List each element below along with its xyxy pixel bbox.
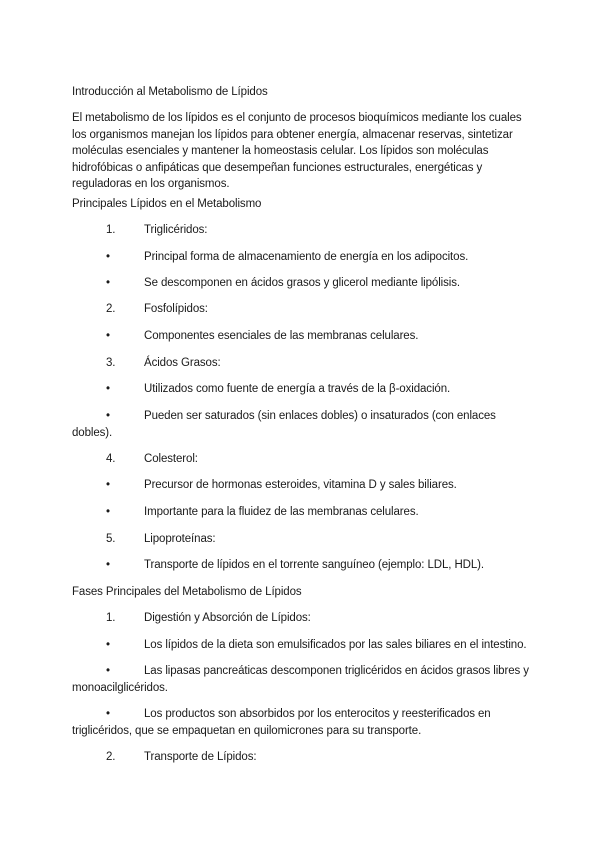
bullet-marker: •	[106, 665, 110, 677]
bullet-marker: •	[106, 277, 110, 289]
list-marker: 1.	[106, 612, 116, 624]
list-item	[72, 249, 532, 266]
list-item-text: Utilizados como fuente de energía a través de la β-oxidación.	[144, 383, 451, 395]
bullet-marker: •	[106, 330, 110, 342]
list-item	[72, 531, 532, 548]
document-title: Introducción al Metabolismo de Lípidos	[72, 86, 268, 98]
list-item-text: Componentes esenciales de las membranas celulares.	[144, 330, 419, 342]
list-item	[72, 451, 532, 468]
list-item	[72, 301, 532, 318]
list-item-text: Triglicéridos:	[144, 224, 208, 236]
list-item-text: Importante para la fluidez de las membranas celulares.	[144, 506, 419, 518]
section-heading-fases-principales: Fases Principales del Metabolismo de Lípidos	[72, 586, 302, 598]
bullet-marker: •	[106, 708, 110, 720]
bullet-marker: •	[106, 506, 110, 518]
list-marker: 3.	[106, 357, 116, 369]
list-item	[72, 328, 532, 345]
list-item	[72, 637, 532, 654]
list-item-text: Transporte de lípidos en el torrente sanguíneo (ejemplo: LDL, HDL).	[144, 559, 484, 571]
section-heading-principales-lipidos: Principales Lípidos en el Metabolismo	[72, 198, 262, 210]
list-item-text: Pueden ser saturados (sin enlaces dobles) o insaturados (con enlaces dobles).	[72, 410, 496, 439]
list-marker: 4.	[106, 453, 116, 465]
list-item-text: Digestión y Absorción de Lípidos:	[144, 612, 311, 624]
list-item-text: Fosfolípidos:	[144, 303, 208, 315]
list-item-text: Ácidos Grasos:	[144, 357, 221, 369]
list-item	[72, 477, 532, 494]
intro-paragraph: El metabolismo de los lípidos es el conjunto de procesos bioquímicos mediante los cuales los organismos manejan los lípidos para obtener energía, almacenar reservas, sintetizar moléculas esenciales y mantener la homeostasis celular. Los lípidos son moléculas hidrofóbicas o anfipáticas que desempeñan funciones estructurales, energéticas y reguladoras en los organismos.	[72, 112, 522, 190]
list-item	[72, 706, 532, 739]
list-item	[72, 275, 532, 292]
list-item-text: Precursor de hormonas esteroides, vitamina D y sales biliares.	[144, 479, 457, 491]
list-item	[72, 663, 532, 696]
list-marker: 1.	[106, 224, 116, 236]
list-item-text: Lipoproteínas:	[144, 533, 216, 545]
bullet-marker: •	[106, 559, 110, 571]
list-item-text: Colesterol:	[144, 453, 198, 465]
list-item	[72, 557, 532, 574]
list-item	[72, 749, 532, 766]
list-item-text: Transporte de Lípidos:	[144, 751, 257, 763]
list-item-text: Los productos son absorbidos por los enterocitos y reesterificados en triglicéridos, que se empaquetan en quilomicrones para su transporte.	[72, 708, 491, 737]
list-item-text: Las lipasas pancreáticas descomponen triglicéridos en ácidos grasos libres y monoacilglicéridos.	[72, 665, 529, 694]
list-item	[72, 355, 532, 372]
bullet-marker: •	[106, 383, 110, 395]
list-item-text: Se descomponen en ácidos grasos y glicerol mediante lipólisis.	[144, 277, 460, 289]
bullet-marker: •	[106, 479, 110, 491]
list-marker: 5.	[106, 533, 116, 545]
bullet-marker: •	[106, 639, 110, 651]
list-marker: 2.	[106, 303, 116, 315]
bullet-marker: •	[106, 251, 110, 263]
list-item	[72, 610, 532, 627]
list-item-text: Principal forma de almacenamiento de energía en los adipocitos.	[144, 251, 469, 263]
list-item	[72, 222, 532, 239]
list-item-text: Los lípidos de la dieta son emulsificados por las sales biliares en el intestino.	[144, 639, 527, 651]
list-item	[72, 504, 532, 521]
list-item	[72, 408, 532, 441]
bullet-marker: •	[106, 410, 110, 422]
list-marker: 2.	[106, 751, 116, 763]
list-item	[72, 381, 532, 398]
